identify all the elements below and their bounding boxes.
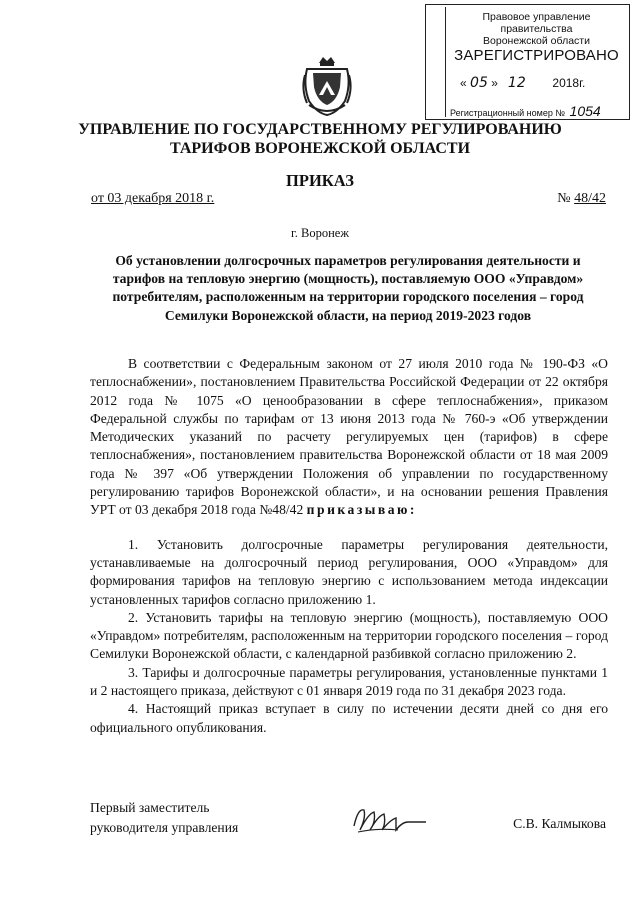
document-date: от 03 декабря 2018 г.	[91, 191, 215, 206]
order-word: приказываю:	[306, 502, 417, 518]
handwritten-signature-icon	[348, 800, 438, 840]
order-item-3: 3. Тарифы и долгосрочные параметры регулирования, установленные пунктами 1 и 2 настоящего приказа, действуют с 01 января 2019 года по 31 декабря 2023 года.	[90, 664, 608, 699]
stamp-reg-value: 1054	[569, 103, 601, 119]
preamble-text: В соответствии с Федеральным законом от 27 июля 2010 года № 190-ФЗ «О теплоснабжении», постановлением Правительства Российской Федерации от 22 октября 2012 года № 1075 «О ценообразовании в сфере теплоснабжения», приказом Федеральной службы по тарифам от 13 июня 2013 года № 760-э «Об утверждении Методических указаний по расчету регулируемых цен (тарифов) в сфере теплоснабжения», постановлением правительства Воронежской области от 18 мая 2009 года № 397 «Об утверждении Положения об управлении по государственному регулированию тарифов Воронежской области», и на основании решения Правления УРТ от 03 декабря 2018 года №48/42	[90, 356, 608, 518]
stamp-inner-frame	[445, 7, 627, 117]
document-number-prefix: №	[557, 191, 571, 206]
stamp-status: ЗАРЕГИСТРИРОВАНО	[454, 47, 619, 64]
stamp-date	[460, 75, 585, 91]
document-body	[90, 355, 608, 737]
stamp-date-close-quote: »	[491, 76, 498, 90]
preamble-paragraph	[90, 355, 608, 520]
coat-of-arms-icon	[299, 55, 355, 117]
stamp-reg-label: Регистрационный номер №	[450, 108, 566, 118]
signatory-name: С.В. Калмыкова	[513, 816, 606, 831]
signatory-position-line2: руководителя управления	[90, 820, 239, 835]
order-item-2: 2. Установить тарифы на тепловую энергию (мощность), поставляемую ООО «Управдом» потребителям, расположенным на территории городского поселения – город Семилуки Воронежской области, с календарной разбивкой согласно приложению 2.	[90, 609, 608, 662]
document-city: г. Воронеж	[291, 226, 349, 240]
organization-name-line2: ТАРИФОВ ВОРОНЕЖСКОЙ ОБЛАСТИ	[169, 140, 471, 157]
stamp-date-year-suffix: г.	[579, 76, 586, 90]
signatory-position-line1: Первый заместитель	[90, 800, 210, 815]
organization-name-line1: УПРАВЛЕНИЕ ПО ГОСУДАРСТВЕННОМУ РЕГУЛИРОВАНИЮ	[78, 121, 562, 138]
stamp-reg-number	[450, 103, 601, 119]
document-subject: Об установлении долгосрочных параметров регулирования деятельности и тарифов на тепловую энергию (мощность), поставляемую ООО «Управдом» потребителям, расположенным на территории городского поселения – город Семилуки Воронежской области, на период 2019-2023 годов	[112, 253, 584, 323]
stamp-date-year: 2018	[552, 76, 580, 90]
order-item-1: 1. Установить долгосрочные параметры регулирования деятельности, устанавливаемые на долгосрочный период регулирования, ООО «Управдом» для формирования тарифов на тепловую энергию с использованием метода индексации установленных тарифов согласно приложению 1.	[90, 536, 608, 607]
stamp-org-line1: Правовое управление правительства	[482, 11, 591, 35]
organization-name	[0, 120, 640, 158]
document-number	[557, 191, 606, 207]
stamp-org-line2: Воронежской области	[483, 35, 590, 47]
stamp-date-open-quote: «	[460, 76, 467, 90]
stamp-date-day: 05	[470, 75, 488, 91]
stamp-org-name	[446, 11, 627, 47]
signatory-position	[90, 798, 238, 838]
registration-stamp	[425, 4, 630, 120]
document-type: ПРИКАЗ	[286, 171, 354, 190]
document-number-value: 48/42	[574, 191, 606, 206]
order-item-4: 4. Настоящий приказ вступает в силу по истечении десяти дней со дня его официального опубликования.	[90, 701, 608, 735]
stamp-date-month: 12	[507, 75, 526, 91]
